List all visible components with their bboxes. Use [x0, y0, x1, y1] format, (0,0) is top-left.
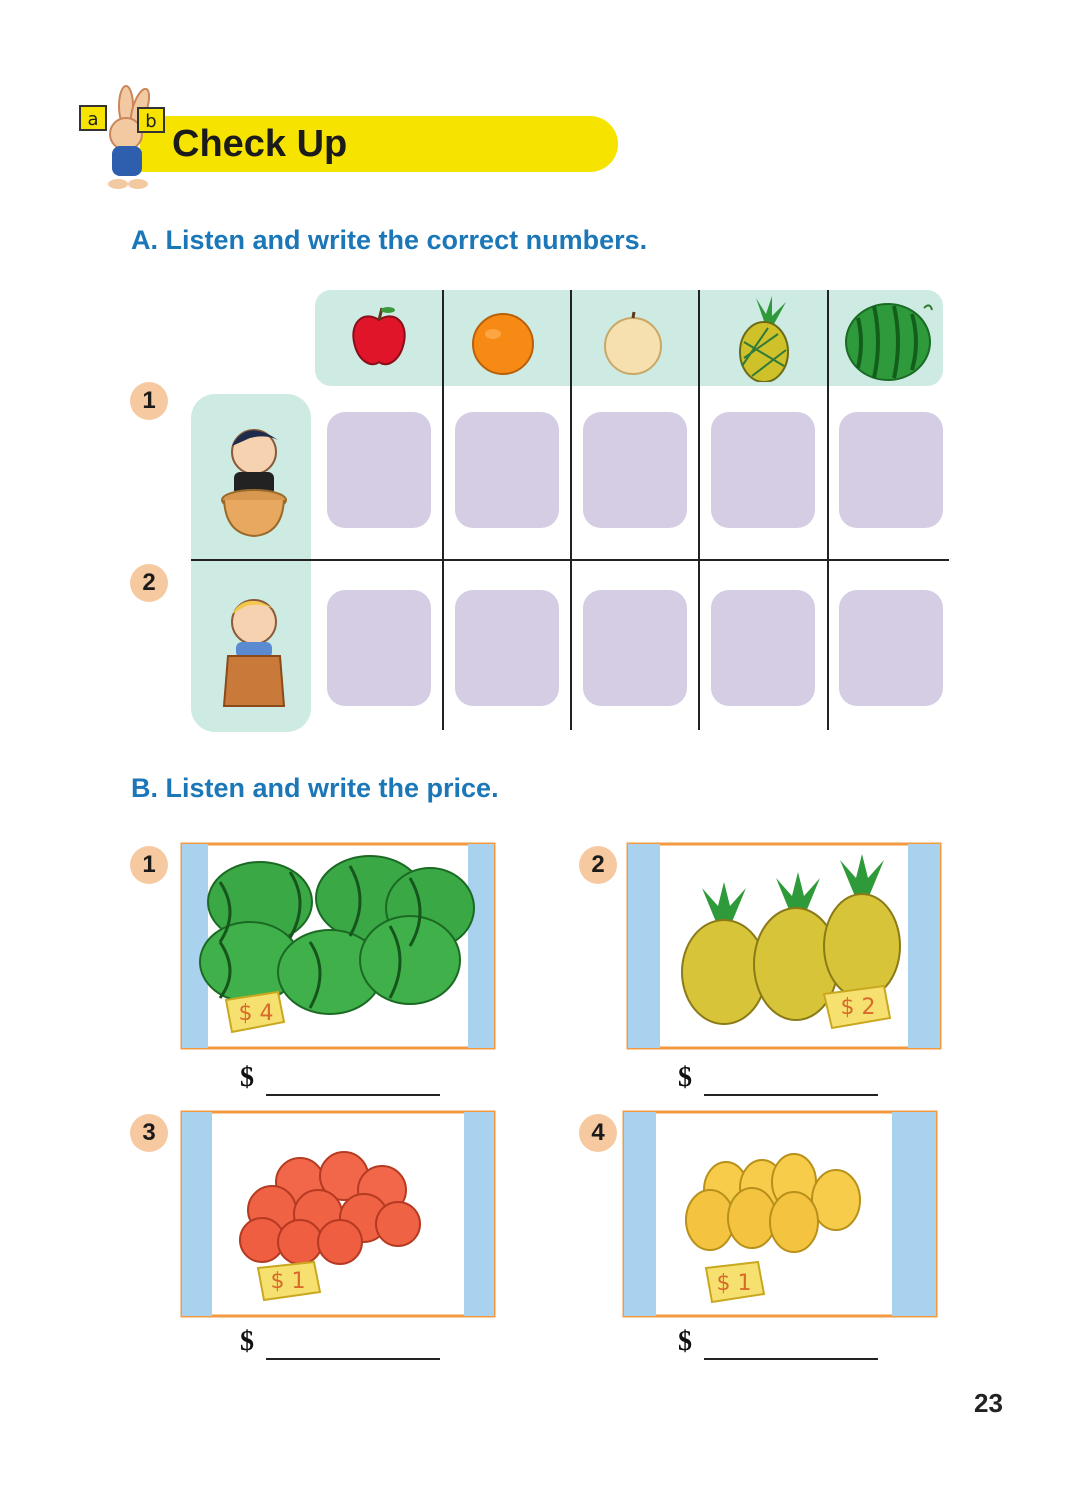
grid-line	[442, 290, 444, 730]
answer-box-r2-watermelon[interactable]	[839, 590, 943, 706]
section-a-title: A. Listen and write the correct numbers.	[131, 225, 648, 255]
apple-stall-illustration	[180, 1110, 498, 1320]
dollar-sign: $	[240, 1062, 254, 1093]
row-number-badge: 1	[130, 382, 168, 420]
price-blank-1[interactable]	[266, 1094, 440, 1096]
answer-box-r1-pear[interactable]	[583, 412, 687, 528]
grid-line	[698, 290, 700, 730]
mascot-letter-a: a	[87, 109, 99, 130]
watermelon-stall-illustration	[180, 842, 498, 1052]
rabbit-mascot-icon	[78, 84, 168, 192]
apple-icon	[344, 302, 414, 372]
watermelon-icon	[844, 298, 934, 382]
price-answer-1[interactable]	[240, 1062, 254, 1094]
orange-icon	[468, 308, 538, 378]
pineapple-icon	[728, 294, 802, 382]
dollar-sign: $	[240, 1326, 254, 1357]
item-number-badge: 4	[579, 1114, 617, 1152]
dollar-sign: $	[678, 1326, 692, 1357]
grid-line	[570, 290, 572, 730]
item-number-badge: 2	[579, 846, 617, 884]
grid-line	[191, 559, 949, 561]
price-tag-4: $ 1	[716, 1271, 752, 1296]
price-tag-3: $ 1	[270, 1269, 306, 1294]
answer-box-r2-pear[interactable]	[583, 590, 687, 706]
price-blank-2[interactable]	[704, 1094, 878, 1096]
boy-with-basket-icon	[206, 414, 296, 554]
item-number-badge: 3	[130, 1114, 168, 1152]
grid-line	[827, 290, 829, 730]
answer-box-r1-apple[interactable]	[327, 412, 431, 528]
answer-box-r1-orange[interactable]	[455, 412, 559, 528]
price-tag-1: $ 4	[238, 1001, 274, 1026]
row-number-badge: 2	[130, 564, 168, 602]
price-blank-3[interactable]	[266, 1358, 440, 1360]
price-blank-4[interactable]	[704, 1358, 878, 1360]
answer-box-r2-apple[interactable]	[327, 590, 431, 706]
dollar-sign: $	[678, 1062, 692, 1093]
pear-icon	[598, 308, 668, 378]
answer-box-r1-pineapple[interactable]	[711, 412, 815, 528]
answer-box-r2-pineapple[interactable]	[711, 590, 815, 706]
price-tag-2: $ 2	[840, 995, 876, 1020]
pear-stall-illustration	[622, 1110, 940, 1320]
price-answer-3[interactable]	[240, 1326, 254, 1358]
boy-with-sack-icon	[206, 584, 296, 724]
section-b-title: B. Listen and write the price.	[131, 773, 499, 803]
price-answer-4[interactable]	[678, 1326, 692, 1358]
mascot-letter-b: b	[145, 111, 157, 132]
answer-box-r1-watermelon[interactable]	[839, 412, 943, 528]
item-number-badge: 1	[130, 846, 168, 884]
price-answer-2[interactable]	[678, 1062, 692, 1094]
pineapple-stall-illustration	[626, 842, 944, 1052]
page-number: 23	[974, 1388, 1003, 1418]
page-title: Check Up	[172, 123, 348, 165]
answer-box-r2-orange[interactable]	[455, 590, 559, 706]
